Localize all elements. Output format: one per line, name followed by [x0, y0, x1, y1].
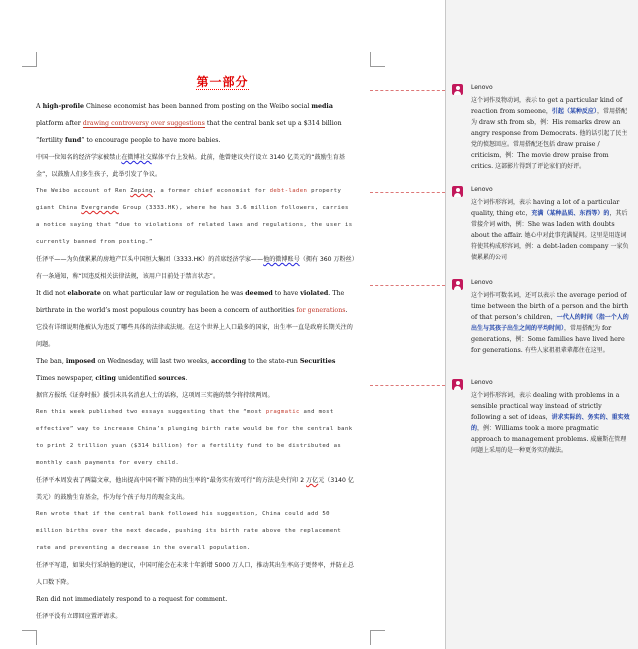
- comment-connector: [370, 90, 445, 91]
- section-heading[interactable]: [0, 73, 445, 90]
- comment-text-run: draw praise / criticism: [471, 140, 600, 159]
- text-run[interactable]: . The birthrate in the world’s most populous country has been a concern of authorities: [36, 290, 345, 314]
- highlighted-text[interactable]: violated: [300, 290, 329, 297]
- paragraph[interactable]: [36, 285, 356, 319]
- comment-text[interactable]: [471, 197, 631, 263]
- comment-text-run: dealing with problems in a sensible practical way instead of strictly following a set of ideas: [471, 391, 620, 421]
- highlighted-text[interactable]: drawing controversy over suggestions: [82, 120, 205, 127]
- comment-text-run: ，例：: [534, 119, 553, 126]
- text-run[interactable]: Group (3333.HK), where he has 3.6 million followers, carries a notice saying that “due to violations of related laws and regulations, the user is currently banned from posting.”: [36, 205, 353, 245]
- comment-text-run: to get a particular kind of reaction from someone: [471, 96, 623, 115]
- paragraph[interactable]: [36, 557, 356, 591]
- paragraph[interactable]: [36, 387, 356, 404]
- highlighted-text[interactable]: Zeping: [130, 188, 153, 194]
- highlighted-text[interactable]: according: [211, 358, 247, 365]
- highlighted-text[interactable]: deemed: [245, 290, 273, 297]
- comment-text-run: 这个词作形容词，表示: [471, 199, 533, 206]
- comment-text-run: a debt-laden company: [537, 242, 609, 250]
- comment-text-run: ，其后常接介词 with，例：: [471, 210, 628, 228]
- comment-text-run: 有些人家祖祖辈辈都住在这里。: [522, 347, 609, 354]
- paragraph[interactable]: [36, 251, 356, 285]
- text-run[interactable]: Chinese economist has been banned from posting on the Weibo social: [84, 103, 312, 110]
- crop-mark-top-left: [22, 52, 37, 67]
- comment-text-run: 这个词作形容词，表示: [471, 392, 533, 399]
- user-avatar-icon: [452, 279, 463, 290]
- comment-text-run: ，例：: [509, 336, 528, 343]
- text-run[interactable]: 任泽平没有立即回应置评请求。: [36, 613, 122, 620]
- text-run[interactable]: 中国一位知名的经济学家被禁止: [36, 154, 122, 161]
- emphasized-definition: 一代人的时间（指一个人的出生与其孩子出生之间的平均时间）: [471, 314, 629, 332]
- text-run[interactable]: property giant China: [36, 188, 342, 211]
- highlighted-text[interactable]: for generations: [296, 307, 346, 314]
- highlighted-text[interactable]: media: [311, 103, 333, 110]
- section-heading-text[interactable]: 第一部分: [196, 75, 249, 89]
- text-run[interactable]: on Wednesday, will last two weeks,: [95, 358, 212, 365]
- highlighted-text[interactable]: debt-laden: [269, 188, 308, 194]
- comment-connector: [370, 385, 445, 386]
- text-run[interactable]: .: [345, 307, 348, 314]
- text-run[interactable]: platform after: [36, 120, 83, 127]
- comment-text-run: having a lot of a particular quality, thing etc: [471, 198, 620, 217]
- paragraph[interactable]: [36, 353, 356, 387]
- comment-text-run: ，: [545, 414, 552, 421]
- text-run[interactable]: 它没有详细说明他被认为违反了哪些具体的法律或法规。在这个世界上人口最多的国家，出生率一直是政府长期关注的问题。: [36, 324, 353, 348]
- comment-text-run: 一家负债累累的公司: [471, 243, 629, 261]
- comment-text[interactable]: [471, 390, 631, 456]
- text-run[interactable]: 任泽平——为负债累累的房地产巨头中国恒大集团（3333.HK）的首席经济学家——: [36, 256, 264, 263]
- crop-mark-top-right: [370, 52, 385, 67]
- text-run[interactable]: that the central bank set up a $314 billion “fertility: [36, 120, 342, 144]
- text-run[interactable]: 据官方报纸《证券时报》援引未具名消息人士的话称，这项周三实施的禁令将持续两周。: [36, 392, 274, 399]
- text-run[interactable]: 任泽平写道，如果央行采纳他的建议，中国可能会在未来十年新增 5000 万人口，推动其出生率高于更替率，并防止总人口数下降。: [36, 562, 354, 586]
- comment-text-run: 这部影片得到了评论家们的好评。: [493, 163, 586, 170]
- highlighted-text[interactable]: 他的微博账号: [263, 256, 300, 263]
- crop-mark-bottom-left: [22, 630, 37, 645]
- paragraph[interactable]: [36, 183, 356, 251]
- text-run[interactable]: on what particular law or regulation he was: [100, 290, 246, 297]
- text-run[interactable]: Times newspaper,: [36, 375, 96, 382]
- emphasized-definition: 充满（某种品质、东西等）的: [531, 210, 610, 217]
- text-run[interactable]: The ban,: [36, 358, 66, 365]
- user-avatar-icon: [452, 379, 463, 390]
- text-run[interactable]: to have: [272, 290, 301, 297]
- comment-text-run: ，: [550, 314, 557, 321]
- paragraph[interactable]: [36, 506, 356, 557]
- text-run[interactable]: .: [185, 375, 188, 382]
- paragraph[interactable]: [36, 319, 356, 353]
- comment-connector: [370, 192, 445, 193]
- comment-text-run: ，: [545, 108, 552, 115]
- comment-text[interactable]: [471, 95, 631, 172]
- comment-connector: [370, 285, 445, 286]
- highlighted-text[interactable]: 在微博社交: [121, 154, 152, 161]
- paragraph[interactable]: [36, 472, 356, 506]
- comment-text-run: 他的话引起了民主党的愤怒回应。常用搭配还包括: [471, 130, 628, 148]
- comment-text-run: Some families have lived here for generations.: [471, 335, 625, 354]
- document-body[interactable]: [36, 98, 356, 625]
- comment-text-run: 这个词作可数名词，还可以表示: [471, 292, 557, 299]
- comment-text-run: ，常用搭配为: [471, 108, 627, 126]
- comment-text-run: ，: [525, 210, 532, 217]
- paragraph[interactable]: [36, 404, 356, 472]
- highlighted-text[interactable]: elaborate: [67, 290, 101, 297]
- text-run[interactable]: It did not: [36, 290, 68, 297]
- comment-text-run: ，常用搭配为: [564, 325, 602, 332]
- comment-text-run: 她心中对此事充满疑问。这里是用连词符使其构成形容词，例：: [471, 232, 627, 250]
- paragraph[interactable]: [36, 98, 356, 149]
- text-run[interactable]: 媒体平台上发帖。此前，他曾建议央行设立 3140 亿美元的“鼓励生育基金”，以鼓励人们多生孩子，此举引发了争议。: [36, 154, 345, 178]
- comment-author: Lenovo: [471, 186, 493, 193]
- comment-text-run: The movie drew praise from critics.: [471, 151, 609, 170]
- comment-author: Lenovo: [471, 379, 493, 386]
- highlighted-text[interactable]: 万亿: [306, 477, 319, 484]
- text-run[interactable]: A: [36, 103, 43, 110]
- highlighted-text[interactable]: citing: [95, 375, 116, 382]
- comment-text-run: 这个词作及物动词，表示: [471, 97, 539, 104]
- text-run[interactable]: ” to encourage people to have more babies.: [81, 137, 221, 144]
- user-avatar-icon: [452, 84, 463, 95]
- highlighted-text[interactable]: fund: [64, 137, 82, 144]
- comment-text-run: draw sth from sb: [478, 118, 535, 126]
- paragraph[interactable]: [36, 149, 356, 183]
- user-avatar-icon: [452, 186, 463, 197]
- paragraph[interactable]: [36, 608, 356, 625]
- comment-text-run: Williams took a more pragmatic approach to management problems.: [471, 424, 599, 443]
- text-run[interactable]: to the state-run: [246, 358, 300, 365]
- comment-text-run: the average period of time between the birth of a person and the birth of that person’s children: [471, 291, 629, 321]
- emphasized-definition: 讲求实际的、务实的、重实效的: [471, 414, 630, 432]
- text-run[interactable]: 任泽平本周发表了两篇文章，他出提高中国不断下降的出生率的“最务实有效可行”的方法是央行印 2: [36, 477, 307, 484]
- comment-text-run: She was laden with doubts about the affair.: [471, 220, 615, 239]
- comment-text-run: ，例：: [499, 152, 518, 159]
- highlighted-text[interactable]: Evergrande: [81, 205, 119, 211]
- text-run[interactable]: and most effective” way to increase China’s plunging birth rate would be for the central bank to print 2 trillion yuan ($314 billion) for a fertility fund to be distributed as monthly cash payments for every child.: [36, 409, 353, 466]
- comment-text-run: 威廉斯在管理问题上采用的是一种更务实的做法。: [471, 436, 627, 454]
- highlighted-text[interactable]: sources: [158, 375, 186, 382]
- text-run[interactable]: 元（3140 亿美元）的鼓励生育基金，作为每个孩子每月的现金支出。: [36, 477, 354, 501]
- crop-mark-bottom-right: [370, 630, 385, 645]
- text-run[interactable]: unidentified: [115, 375, 159, 382]
- highlighted-text[interactable]: imposed: [65, 358, 96, 365]
- text-run[interactable]: Ren this week published two essays suggesting that the “most: [36, 409, 266, 415]
- text-run[interactable]: （拥有 360 万粉丝）有一条通知，称“因违反相关法律法规，该用户目前处于禁言状态”。: [36, 256, 355, 280]
- comment-text-run: His remarks drew an angry response from Democrats.: [471, 118, 621, 137]
- emphasized-definition: 引起（某种反应）: [551, 108, 597, 115]
- text-run[interactable]: , a former chief economist for: [152, 188, 270, 194]
- text-run[interactable]: Ren did not immediately respond to a request for comment.: [36, 596, 228, 603]
- highlighted-text[interactable]: Securities: [299, 358, 336, 365]
- paragraph[interactable]: [36, 591, 356, 608]
- text-run[interactable]: The Weibo account of Ren: [36, 188, 131, 194]
- highlighted-text[interactable]: high-profile: [42, 103, 85, 110]
- comment-author: Lenovo: [471, 84, 493, 91]
- comment-text-run: for generations: [471, 324, 612, 343]
- comment-text-run: ，例：: [477, 425, 496, 432]
- highlighted-text[interactable]: pragmatic: [265, 409, 300, 415]
- text-run[interactable]: Ren wrote that if the central bank followed his suggestion, China could add 50 million births over the next decade, pushing its birth rate above the replacement rate and preventing a decrease in the overall population.: [36, 511, 342, 551]
- comment-author: Lenovo: [471, 279, 493, 286]
- comment-text[interactable]: [471, 290, 631, 356]
